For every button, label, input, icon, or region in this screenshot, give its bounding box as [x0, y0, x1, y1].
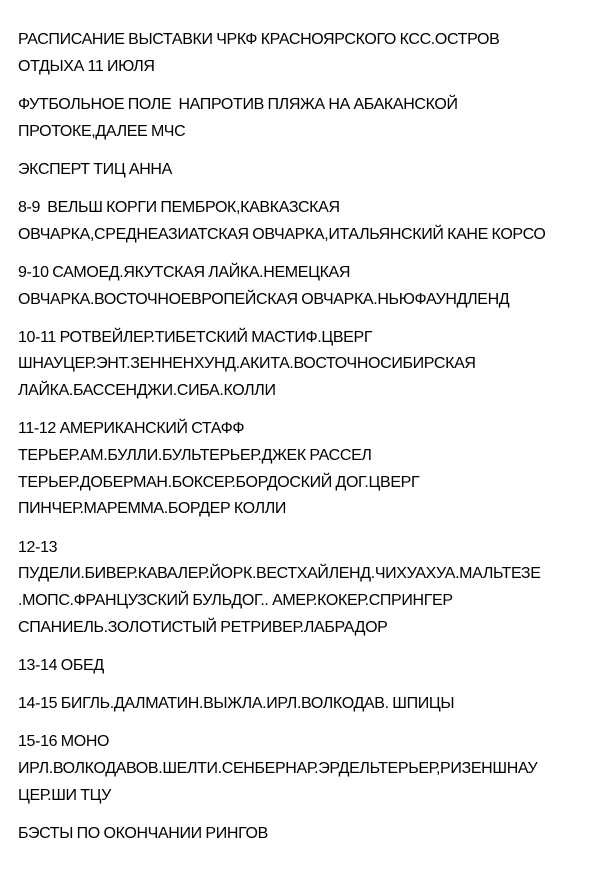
schedule-line: ШНАУЦЕР.ЭНТ.ЗЕННЕНХУНД.АКИТА.ВОСТОЧНОСИБИРСКАЯ [18, 355, 476, 373]
schedule-slot-13-14 [18, 653, 598, 680]
schedule-slot-8-9 [18, 195, 598, 248]
schedule-line: 12-13 [18, 538, 58, 556]
expert-paragraph [18, 157, 598, 184]
schedule-line: ЛАЙКА.БАССЕНДЖИ.СИБА.КОЛЛИ [18, 382, 276, 400]
schedule-line: ОВЧАРКА,СРЕДНЕАЗИАТСКАЯ ОВЧАРКА,ИТАЛЬЯНСКИЙ КАНЕ КОРСО [18, 225, 546, 243]
schedule-slot-14-15 [18, 691, 598, 718]
schedule-line: ТЕРЬЕР.АМ.БУЛЛИ.БУЛЬТЕРЬЕР.ДЖЕК РАССЕЛ [18, 446, 372, 464]
expert-line: ЭКСПЕРТ ТИЦ АННА [18, 160, 172, 178]
schedule-line: 9-10 САМОЕД.ЯКУТСКАЯ ЛАЙКА.НЕМЕЦКАЯ [18, 263, 351, 281]
title-line: РАСПИСАНИЕ ВЫСТАВКИ ЧРКФ КРАСНОЯРСКОГО КСС.ОСТРОВ [18, 31, 500, 48]
location-paragraph [18, 92, 598, 145]
schedule-document [18, 27, 598, 859]
schedule-line: ИРЛ.ВОЛКОДАВОВ.ШЕЛТИ.СЕНБЕРНАР.ЭРДЕЛЬТЕРЬЕР,РИЗЕНШНАУ [18, 759, 538, 777]
title-paragraph [18, 27, 598, 80]
schedule-slot-10-11 [18, 325, 598, 405]
closing-line: БЭСТЫ ПО ОКОНЧАНИИ РИНГОВ [18, 824, 268, 842]
schedule-line: СПАНИЕЛЬ.ЗОЛОТИСТЫЙ РЕТРИВЕР.ЛАБРАДОР [18, 618, 388, 636]
schedule-line: ПИНЧЕР.МАРЕММА.БОРДЕР КОЛЛИ [18, 500, 287, 518]
location-line: ПРОТОКЕ,ДАЛЕЕ МЧС [18, 122, 186, 140]
schedule-line: 14-15 БИГЛЬ.ДАЛМАТИН.ВЫЖЛА.ИРЛ.ВОЛКОДАВ. ШПИЦЫ [18, 694, 455, 712]
schedule-slot-12-13 [18, 535, 598, 642]
closing-paragraph [18, 821, 598, 848]
location-line: ФУТБОЛЬНОЕ ПОЛЕ НАПРОТИВ ПЛЯЖА НА АБАКАНСКОЙ [18, 95, 458, 113]
schedule-slot-9-10 [18, 260, 598, 313]
schedule-line: ЦЕР.ШИ ТЦУ [18, 786, 111, 804]
schedule-line: 13-14 ОБЕД [18, 656, 104, 674]
schedule-line: 11-12 АМЕРИКАНСКИЙ СТАФФ [18, 420, 245, 438]
schedule-line: ПУДЕЛИ.БИВЕР.КАВАЛЕР.ЙОРК.ВЕСТХАЙЛЕНД.ЧИХУАХУА.МАЛЬТЕЗЕ [18, 565, 541, 583]
schedule-line: 15-16 МОНО [18, 733, 110, 751]
schedule-line: ОВЧАРКА.ВОСТОЧНОЕВРОПЕЙСКАЯ ОВЧАРКА.НЬЮФАУНДЛЕНД [18, 290, 510, 308]
schedule-slot-15-16 [18, 729, 598, 809]
schedule-line: 8-9 ВЕЛЬШ КОРГИ ПЕМБРОК,КАВКАЗСКАЯ [18, 198, 340, 216]
title-line: ОТДЫХА 11 ИЮЛЯ [18, 57, 155, 75]
schedule-line: 10-11 РОТВЕЙЛЕР.ТИБЕТСКИЙ МАСТИФ.ЦВЕРГ [18, 328, 373, 346]
schedule-slot-11-12 [18, 416, 598, 523]
schedule-line: .МОПС.ФРАНЦУЗСКИЙ БУЛЬДОГ.. АМЕР.КОКЕР.СПРИНГЕР [18, 591, 453, 609]
schedule-line: ТЕРЬЕР.ДОБЕРМАН.БОКСЕР.БОРДОСКИЙ ДОГ.ЦВЕРГ [18, 473, 420, 491]
